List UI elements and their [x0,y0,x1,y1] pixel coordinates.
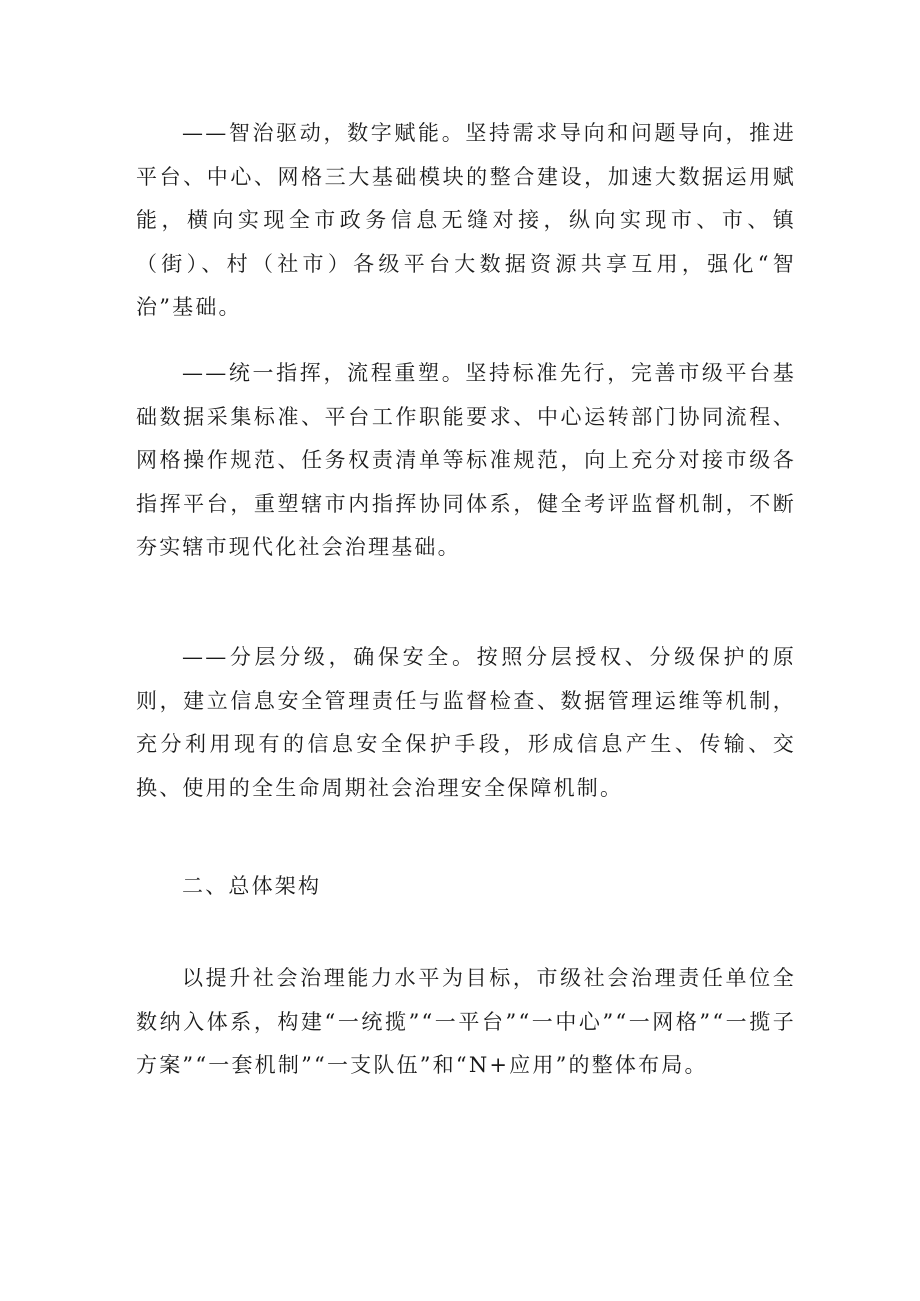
paragraph-layered-security: ——分层分级，确保安全。按照分层授权、分级保护的原则，建立信息安全管理责任与监督检查、数据管理运维等机制，充分利用现有的信息安全保护手段，形成信息产生、传输、交换、使用的全生命周期社会治理安全保障机制。 [136,645,796,800]
paragraph-unified-command: ——统一指挥，流程重塑。坚持标准先行，完善市级平台基础数据采集标准、平台工作职能要求、中心运转部门协同流程、网格操作规范、任务权责清单等标准规范，向上充分对接市级各指挥平台，重塑辖市内指挥协同体系，健全考评监督机制，不断夯实辖市现代化社会治理基础。 [136,361,796,559]
paragraph-overall-architecture: 以提升社会治理能力水平为目标，市级社会治理责任单位全数纳入体系，构建“一统揽”“一平台”“一中心”“一网格”“一揽子方案”“一套机制”“一支队伍”和“N+应用”的整体布局。 [136,966,796,1077]
paragraph-smart-governance: ——智治驱动，数字赋能。坚持需求导向和问题导向，推进平台、中心、网格三大基础模块的整合建设，加速大数据运用赋能，横向实现全市政务信息无缝对接，纵向实现市、市、镇（街）、村（社市）各级平台大数据资源共享互用，强化“智治”基础。 [136,121,796,319]
section-heading: 二、总体架构 [182,874,322,898]
